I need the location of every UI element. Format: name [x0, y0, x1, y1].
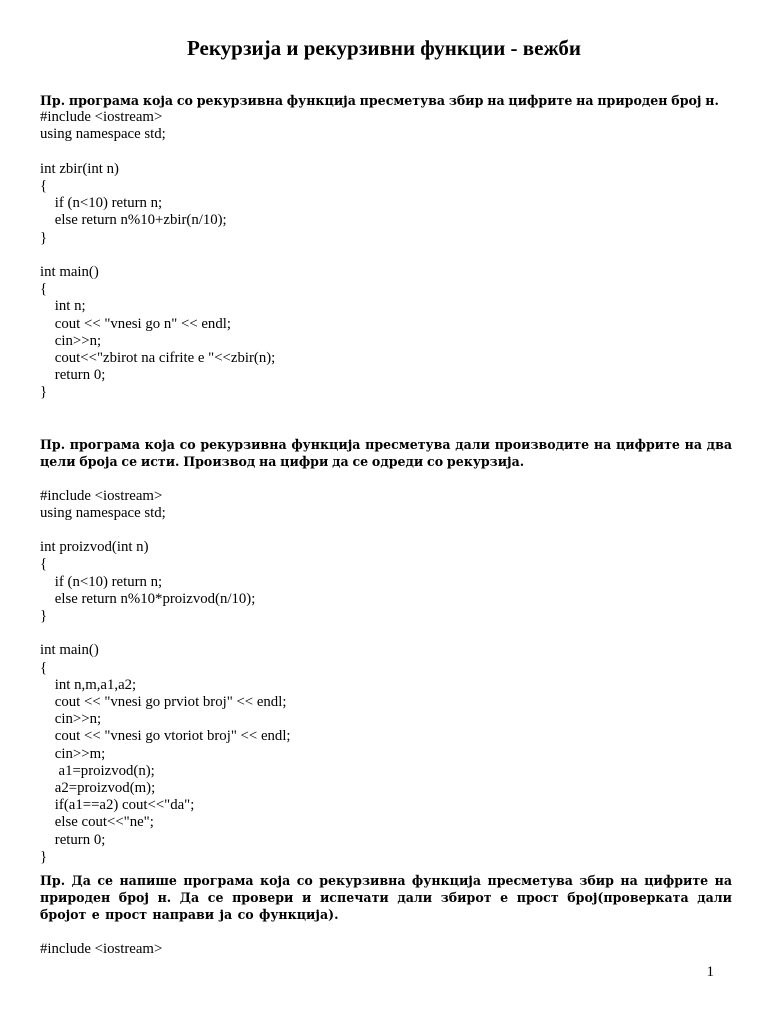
section-1-heading: Пр. програма која со рекурзивна функција пресметува збир на цифрите на природен број н. [40, 93, 719, 108]
code-line: cout << "vnesi go vtoriot broj" << endl; [40, 728, 291, 745]
code-line: } [40, 384, 48, 401]
code-line: #include <iostream> [40, 109, 163, 126]
code-line: } [40, 229, 48, 246]
code-line: cin>>n; [40, 711, 102, 728]
code-line: if(a1==a2) cout<<"da"; [40, 797, 195, 814]
code-line: int n; [40, 298, 86, 315]
code-line: if (n<10) return n; [40, 573, 163, 590]
code-line: cout << "vnesi go n" << endl; [40, 315, 231, 332]
code-line: cout << "vnesi go prviot broj" << endl; [40, 694, 287, 711]
document-body [40, 92, 732, 958]
code-line: { [40, 556, 48, 573]
code-line: a1=proizvod(n); [40, 762, 155, 779]
code-line: int proizvod(int n) [40, 539, 149, 556]
code-line: else return n%10+zbir(n/10); [40, 212, 227, 229]
section-3-heading: Пр. Да се напише програма која со рекурзивна функција пресметува збир на цифрите на природен број н. Да се провери и испечати дали збирот е прост број(проверката дали бројот е прост направи ја со функција). [40, 873, 732, 923]
code-line: a2=proizvod(m); [40, 780, 156, 797]
code-line: cin>>n; [40, 332, 102, 349]
page-number: 1 [706, 964, 714, 980]
page-title: Рекурзија и рекурзивни функции - вежби [186, 36, 582, 60]
code-line: return 0; [40, 831, 106, 848]
code-line: { [40, 659, 48, 676]
code-line: int main() [40, 642, 99, 659]
code-line: int main() [40, 264, 99, 280]
code-line: } [40, 848, 48, 865]
code-line: cin>>m; [40, 745, 106, 762]
code-line: else cout<<"ne"; [40, 814, 154, 831]
code-line: int n,m,a1,a2; [40, 676, 137, 693]
code-line: using namespace std; [40, 504, 166, 521]
code-line: else return n%10*proizvod(n/10); [40, 590, 256, 607]
code-line: { [40, 281, 48, 298]
code-line: } [40, 608, 48, 625]
code-line: int zbir(int n) [40, 160, 119, 177]
code-line: { [40, 178, 48, 194]
code-line: #include <iostream> [40, 940, 163, 957]
section-2-heading: Пр. програма која со рекурзивна функција пресметува дали производите на цифрите на два цели броја се исти. Производ на цифри да се одреди со рекурзија. [40, 437, 732, 470]
code-line: return 0; [40, 367, 106, 384]
code-line: #include <iostream> [40, 487, 163, 504]
code-line: if (n<10) return n; [40, 195, 163, 212]
code-line: using namespace std; [40, 126, 166, 143]
code-line: cout<<"zbirot na cifrite e "<<zbir(n); [40, 350, 276, 367]
